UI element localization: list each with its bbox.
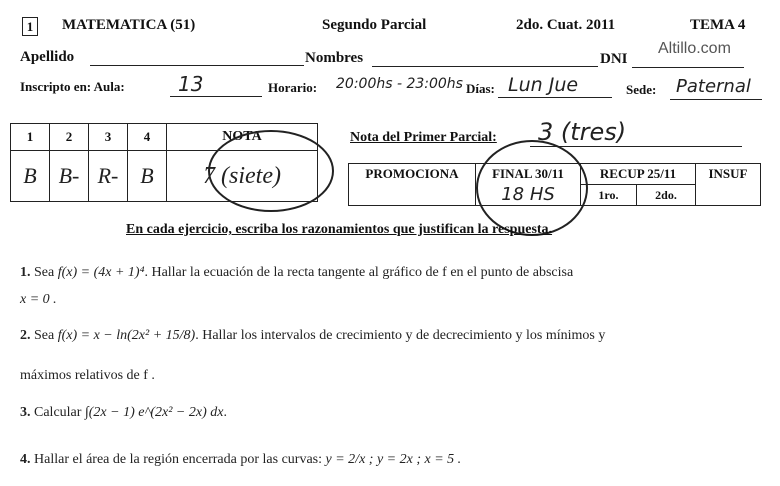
question-3: [20, 405, 227, 421]
aula-value: 13: [178, 72, 204, 96]
instruction: En cada ejercicio, escriba los razonamientos que justifican la respuesta.: [126, 222, 553, 237]
grade-value-4: B: [128, 151, 167, 202]
grade-header-3: 3: [89, 124, 128, 151]
grade-header-2: 2: [50, 124, 89, 151]
horario-value: 20:00hs - 23:00hs: [336, 76, 463, 92]
status-final-time: 18 HS: [501, 184, 555, 205]
grade-value-nota: 7 (siete): [167, 151, 318, 202]
question-4-number: 4.: [20, 452, 31, 467]
dias-value: Lun Jue: [508, 74, 579, 96]
exam-title: Segundo Parcial: [322, 17, 427, 33]
question-4-pre: Hallar el área de la región encerrada por las curvas:: [34, 452, 323, 467]
question-2-pre: Sea: [34, 328, 55, 343]
apellido-label: Apellido: [20, 49, 75, 65]
grade-value-1: B: [11, 151, 50, 202]
first-partial-label: Nota del Primer Parcial:: [350, 130, 497, 145]
question-1-cont: x = 0 .: [20, 292, 57, 307]
status-recup-1: 1ro.: [581, 185, 637, 206]
grade-value-2: B-: [50, 151, 89, 202]
question-1-post: . Hallar la ecuación de la recta tangente al gráfico de f en el punto de abscisa: [144, 265, 574, 280]
question-2-post: . Hallar los intervalos de crecimiento y de decrecimiento y los mínimos y: [195, 328, 606, 343]
question-2: [20, 328, 605, 344]
question-1-math: f(x) = (4x + 1)⁴: [57, 265, 145, 280]
status-promociona: PROMOCIONA: [349, 164, 476, 206]
dni-line: [632, 67, 744, 68]
first-partial-value: 3 (tres): [538, 118, 627, 146]
question-1-number: 1.: [20, 265, 31, 280]
status-insuf: INSUF: [696, 164, 761, 206]
watermark: Altillo.com: [658, 40, 731, 57]
aula-line: [170, 96, 262, 97]
status-recup: RECUP 25/11: [581, 164, 696, 185]
question-4-math: y = 2/x ; y = 2x ; x = 5 .: [325, 452, 462, 467]
sede-value: Paternal: [676, 76, 751, 97]
grade-value-3: R-: [89, 151, 128, 202]
grade-header-4: 4: [128, 124, 167, 151]
subject-title: MATEMATICA (51): [62, 17, 196, 33]
question-3-number: 3.: [20, 405, 31, 420]
dias-label: Días:: [466, 81, 495, 96]
nombres-line: [372, 66, 598, 67]
dni-label: DNI: [600, 51, 628, 67]
sede-label: Sede:: [626, 82, 657, 97]
horario-label: Horario:: [268, 80, 318, 95]
grade-header-nota: NOTA: [167, 124, 318, 151]
status-final-label: FINAL 30/11: [492, 166, 564, 181]
question-2-math: f(x) = x − ln(2x² + 15/8): [57, 328, 196, 343]
page-number-box: 1: [22, 17, 38, 36]
question-2-number: 2.: [20, 328, 31, 343]
dias-line: [498, 97, 612, 98]
question-3-post: .: [223, 405, 227, 420]
sede-line: [670, 99, 762, 100]
term-label: 2do. Cuat. 2011: [516, 17, 616, 33]
nombres-label: Nombres: [305, 50, 364, 66]
inscripto-label: Inscripto en: Aula:: [20, 79, 125, 94]
status-recup-2: 2do.: [636, 185, 695, 206]
question-2-cont: máximos relativos de f .: [20, 368, 155, 383]
question-1-pre: Sea: [34, 265, 55, 280]
apellido-line: [90, 65, 304, 66]
question-1: [20, 265, 573, 281]
question-3-math: ∫(2x − 1) e^(2x² − 2x) dx: [84, 405, 224, 420]
question-3-pre: Calcular: [34, 405, 82, 420]
nota-circle: [208, 130, 334, 212]
grade-header-1: 1: [11, 124, 50, 151]
question-4: [20, 452, 461, 468]
tema-label: TEMA 4: [690, 17, 746, 33]
